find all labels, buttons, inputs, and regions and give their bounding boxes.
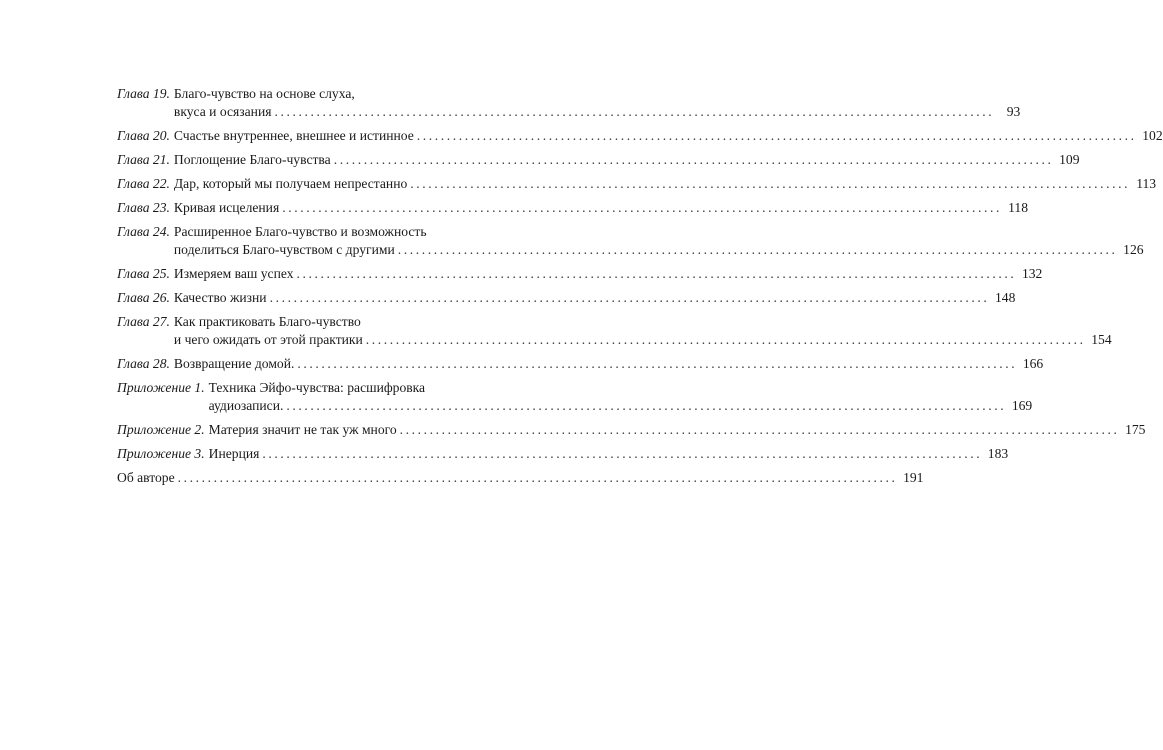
toc-entry-label: Глава 22. bbox=[117, 176, 170, 191]
toc-entry-label: Глава 28. bbox=[117, 356, 170, 371]
toc-entry-label: Глава 20. bbox=[117, 128, 170, 143]
toc-entry bbox=[117, 199, 1029, 217]
toc-entry-body bbox=[173, 151, 1080, 169]
toc-entry-body bbox=[173, 355, 1044, 373]
toc-entry-label: Глава 19. bbox=[117, 86, 170, 101]
toc-entry-title-line: Расширенное Благо-чувство и возможность bbox=[173, 224, 427, 239]
toc-entry-label: Приложение 3. bbox=[117, 446, 205, 461]
toc-entry-body bbox=[208, 445, 1009, 463]
toc-entry-label: Глава 21. bbox=[117, 152, 170, 167]
toc-entry-body bbox=[173, 223, 1144, 259]
toc-entry-body bbox=[173, 313, 1112, 349]
toc-entry-label: Приложение 1. bbox=[117, 380, 205, 395]
toc-page-number: 126 bbox=[1123, 242, 1144, 257]
toc-entry bbox=[117, 85, 1021, 121]
toc-entry bbox=[117, 151, 1080, 169]
toc-entry bbox=[117, 265, 1043, 283]
toc-entry bbox=[117, 445, 1009, 463]
toc-entry-title: Возвращение домой. bbox=[173, 356, 295, 371]
toc-entry-body bbox=[173, 127, 1163, 145]
toc-entry bbox=[117, 421, 1146, 439]
toc-page-number: 132 bbox=[1021, 266, 1043, 281]
toc-leader-dots: ........................................................................................................................ bbox=[296, 266, 1017, 281]
toc-entry bbox=[117, 355, 1044, 373]
toc-entry-title: аудиозаписи. bbox=[208, 398, 284, 413]
toc-page-number: 93 bbox=[1006, 104, 1021, 119]
toc-leader-dots: ........................................................................................................................ bbox=[399, 422, 1120, 437]
toc-entry-title: Качество жизни bbox=[173, 290, 267, 305]
toc-page-number: 113 bbox=[1136, 176, 1157, 191]
toc-leader-dots: ........................................................................................................................ bbox=[269, 290, 990, 305]
toc-entry-label: Приложение 2. bbox=[117, 422, 205, 437]
toc-entry-label: Глава 24. bbox=[117, 224, 170, 239]
toc-entry-title: Измеряем ваш успех bbox=[173, 266, 294, 281]
toc-leader-dots: ........................................................................................................................ bbox=[397, 242, 1118, 257]
toc-entry-title-line: Техника Эйфо-чувства: расшифровка bbox=[208, 380, 426, 395]
toc-leader-dots: ........................................................................................................................ bbox=[282, 200, 1003, 215]
toc-page-number: 175 bbox=[1125, 422, 1146, 437]
toc-entry-title: Материя значит не так уж много bbox=[208, 422, 397, 437]
toc-entry-title: Об авторе bbox=[117, 470, 175, 485]
toc-page-number: 148 bbox=[995, 290, 1016, 305]
toc-entry-title: Счастье внутреннее, внешнее и истинное bbox=[173, 128, 414, 143]
toc-entry-title: поделиться Благо-чувством с другими bbox=[173, 242, 395, 257]
toc-page-number: 169 bbox=[1011, 398, 1033, 413]
toc-entry bbox=[117, 313, 1112, 349]
toc-entry-body bbox=[208, 379, 1033, 415]
toc-leader-dots: ........................................................................................................................ bbox=[177, 470, 898, 485]
toc-entry bbox=[117, 289, 1016, 307]
toc-entry-body bbox=[173, 175, 1157, 193]
toc-leader-dots: ........................................................................................................................ bbox=[333, 152, 1054, 167]
toc-page-number: 118 bbox=[1008, 200, 1029, 215]
toc-page-number: 166 bbox=[1022, 356, 1044, 371]
toc-entry-title: Кривая исцеления bbox=[173, 200, 280, 215]
toc-entry-title: вкуса и осязания bbox=[173, 104, 272, 119]
table-of-contents bbox=[117, 85, 1163, 493]
toc-entry-label: Глава 25. bbox=[117, 266, 170, 281]
toc-leader-dots: ........................................................................................................................ bbox=[297, 356, 1018, 371]
toc-page-number: 154 bbox=[1091, 332, 1112, 347]
toc-leader-dots: ........................................................................................................................ bbox=[410, 176, 1131, 191]
toc-entry-title-line: Как практиковать Благо-чувство bbox=[173, 314, 361, 329]
toc-leader-dots: ........................................................................................................................ bbox=[365, 332, 1086, 347]
toc-entry-label: Глава 26. bbox=[117, 290, 170, 305]
toc-entry-title: Дар, который мы получаем непрестанно bbox=[173, 176, 408, 191]
toc-entry-label: Глава 27. bbox=[117, 314, 170, 329]
toc-entry bbox=[117, 223, 1144, 259]
toc-entry-body bbox=[208, 421, 1146, 439]
toc-entry bbox=[117, 469, 924, 487]
toc-leader-dots: ........................................................................................................................ bbox=[286, 398, 1007, 413]
toc-entry-body bbox=[117, 469, 924, 487]
toc-entry bbox=[117, 379, 1033, 415]
toc-entry-title-line: Благо-чувство на основе слуха, bbox=[173, 86, 355, 101]
toc-page-number: 102 bbox=[1142, 128, 1163, 143]
toc-entry-body bbox=[173, 199, 1029, 217]
toc-entry bbox=[117, 175, 1157, 193]
toc-entry bbox=[117, 127, 1163, 145]
toc-leader-dots: ........................................................................................................................ bbox=[274, 104, 995, 119]
toc-leader-dots: ........................................................................................................................ bbox=[262, 446, 983, 461]
toc-entry-title: и чего ожидать от этой практики bbox=[173, 332, 363, 347]
toc-entry-body bbox=[173, 289, 1016, 307]
toc-entry-label: Глава 23. bbox=[117, 200, 170, 215]
toc-entry-body bbox=[173, 265, 1043, 283]
toc-entry-title: Инерция bbox=[208, 446, 260, 461]
toc-page-number: 191 bbox=[903, 470, 924, 485]
toc-leader-dots: ........................................................................................................................ bbox=[416, 128, 1137, 143]
toc-page-number: 183 bbox=[987, 446, 1009, 461]
toc-entry-title: Поглощение Благо-чувства bbox=[173, 152, 331, 167]
toc-entry-body bbox=[173, 85, 1021, 121]
toc-page-number: 109 bbox=[1059, 152, 1080, 167]
